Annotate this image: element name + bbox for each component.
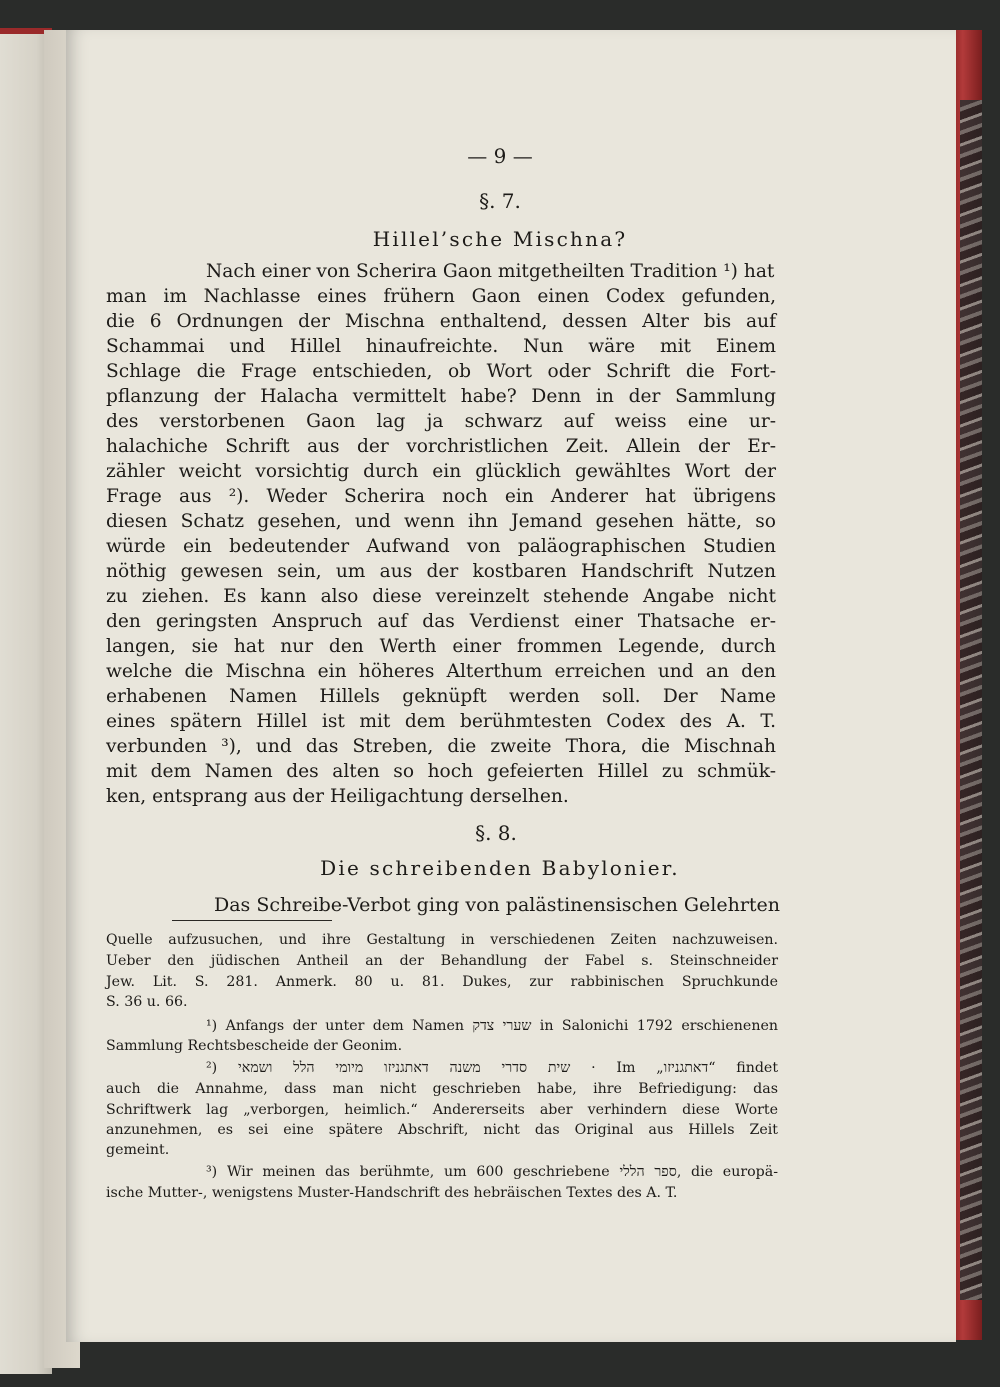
body-line: würde ein bedeutender Aufwand von paläographischen Studien	[106, 536, 776, 557]
body-line: ken, entsprang aus der Heiligachtung derselhen.	[106, 786, 569, 807]
footnote-line: Schriftwerk lag „verborgen, heimlich.“ Andererseits aber verhindern diese Worte	[106, 1102, 778, 1118]
body-line: verbunden ³), und das Streben, die zweite Thora, die Mischnah	[106, 736, 776, 757]
body-line: eines spätern Hillel ist mit dem berühmtesten Codex des A. T.	[106, 711, 776, 732]
section-8-body-line: Das Schreibe-Verbot ging von palästinensischen Gelehrten	[214, 894, 781, 916]
footnote-line: ¹) Anfangs der unter dem Namen שערי צדק in Salonichi 1792 erschienenen	[206, 1018, 778, 1034]
footnote-rule	[172, 920, 332, 921]
body-line: Schammai und Hillel hinaufreichte. Nun wäre mit Einem	[106, 336, 776, 357]
body-line: nöthig gewesen sein, um aus der kostbaren Handschrift Nutzen	[106, 561, 776, 582]
body-line: diesen Schatz gesehen, und wenn ihn Jemand gesehen hätte, so	[106, 511, 776, 532]
footnote-line: auch die Annahme, dass man nicht geschrieben habe, ihre Befriedigung: das	[106, 1081, 778, 1097]
footnote-line: Jew. Lit. S. 281. Anmerk. 80 u. 81. Dukes, zur rabbinischen Spruchkunde	[106, 974, 778, 990]
body-line: welche die Mischna ein höheres Alterthum erreichen und an den	[106, 661, 776, 682]
footnote-line: ische Mutter-, wenigstens Muster-Handschrift des hebräischen Textes des A. T.	[106, 1185, 678, 1201]
body-line: des verstorbenen Gaon lag ja schwarz auf weiss eine ur-	[106, 411, 776, 432]
body-line: erhabenen Namen Hillels geknüpft werden soll. Der Name	[106, 686, 776, 707]
body-line: Nach einer von Scherira Gaon mitgetheilten Tradition ¹) hat	[206, 261, 775, 282]
section-8-number: §. 8.	[475, 821, 517, 845]
footnote-line: Ueber den jüdischen Antheil an der Behandlung der Fabel s. Steinschneider	[106, 953, 778, 969]
body-line: die 6 Ordnungen der Mischna enthaltend, dessen Alter bis auf	[106, 311, 776, 332]
footnote-line: gemeint.	[106, 1142, 170, 1158]
body-line: pflanzung der Halacha vermittelt habe? Denn in der Sammlung	[106, 386, 776, 407]
footnote-line: Sammlung Rechtsbescheide der Geonim.	[106, 1038, 403, 1054]
body-line: Schlage die Frage entschieden, ob Wort oder Schrift die Fort-	[106, 361, 776, 382]
page-number: — 9 —	[467, 144, 533, 168]
footnote-line: S. 36 u. 66.	[106, 994, 188, 1010]
body-line: halachiche Schrift aus der vorchristlichen Zeit. Allein der Er-	[106, 436, 776, 457]
body-line: mit dem Namen des alten so hoch gefeierten Hillel zu schmük-	[106, 761, 776, 782]
body-line: man im Nachlasse eines frühern Gaon einen Codex gefunden,	[106, 286, 776, 307]
section-7-number: §. 7.	[479, 189, 521, 213]
body-line: den geringsten Anspruch auf das Verdienst einer Thatsache er-	[106, 611, 776, 632]
section-8-title: Die schreibenden Babylonier.	[320, 856, 680, 880]
footnote-line: Quelle aufzusuchen, und ihre Gestaltung in verschiedenen Zeiten nachzuweisen.	[106, 932, 778, 948]
marbled-edge	[960, 100, 982, 1300]
footnote-line: ³) Wir meinen das berühmte, um 600 geschriebene ספר הללי, die europä-	[206, 1164, 778, 1180]
section-7-title: Hillel’sche Mischna?	[372, 227, 628, 251]
footnote-line: ²) שית סדרי משנה דאתגניזו מיומי הלל ושמאי · Im „דאתגניזו“ findet	[206, 1060, 779, 1076]
body-line: zu ziehen. Es kann also diese vereinzelt stehende Angabe nicht	[106, 586, 776, 607]
footnote-line: anzunehmen, es sei eine spätere Abschrift, nicht das Original aus Hillels Zeit	[106, 1122, 778, 1138]
body-line: zähler weicht vorsichtig durch ein glücklich gewähltes Wort der	[106, 461, 776, 482]
body-line: Frage aus ²). Weder Scherira noch ein Anderer hat übrigens	[106, 486, 776, 507]
body-line: langen, sie hat nur den Werth einer frommen Legende, durch	[106, 636, 776, 657]
